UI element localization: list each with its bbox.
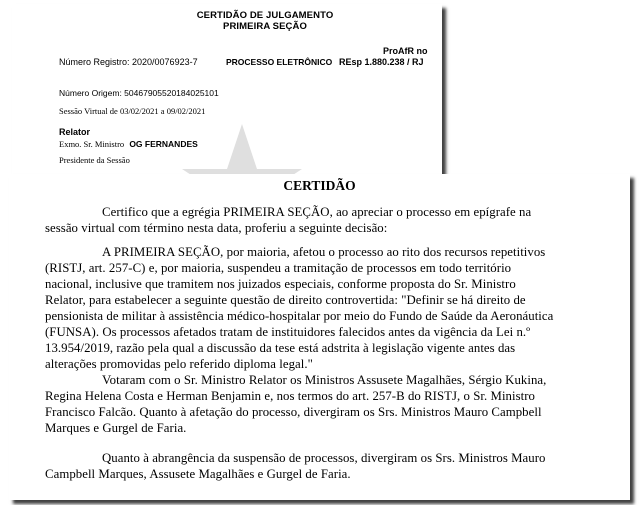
header-title-line1: CERTIDÃO DE JULGAMENTO [196,10,334,21]
text-line: Relator, para estabelecer a seguinte questão de direito controvertida: "Definir se há direito de [45,293,526,307]
relator-name: OG FERNANDES [129,139,198,149]
relator-prefix: Exmo. Sr. Ministro [59,139,125,149]
text-line: Campbell Marques, Assusete Magalhães e Gurgel de Faria. [45,467,351,481]
text-line: pensionista de militar à assistência médico-hospitalar por meio do Fundo de Saúde da Aeronáutica [45,309,554,323]
text-line: nacional, inclusive que tramitem nos juizados especiais, conforme proposta do Sr. Ministro [45,277,516,291]
text-line: (FUNSA). Os processos afetados tratam de instituidores falecidos antes da vigência da Lei n.º [45,325,531,339]
text-line: Certifico que a egrégia PRIMEIRA SEÇÃO, ao apreciar o processo em epígrafe na [102,205,532,219]
processo-eletronico: PROCESSO ELETRÔNICO [226,57,333,67]
relator-line [59,139,198,149]
resp-number: REsp 1.880.238 / RJ [339,57,424,67]
text-line: Francisco Falcão. Quanto à afetação do processo, divergiram os Srs. Ministros Mauro Campbell [45,405,542,419]
presidente-sessao: Presidente da Sessão [59,155,130,165]
julgamento-header-document [12,4,442,188]
certidao-title: CERTIDÃO [283,178,356,193]
text-line: A PRIMEIRA SEÇÃO, por maioria, afetou o processo ao rito dos recursos repetitivos [102,245,546,259]
text-line: Marques e Gurgel de Faria. [45,421,187,435]
sessao-virtual: Sessão Virtual de 03/02/2021 a 09/02/2021 [59,106,206,116]
numero-origem: Número Origem: 50467905520184025101 [59,88,219,98]
header-title-line2: PRIMEIRA SEÇÃO [223,21,307,32]
text-line: Votaram com o Sr. Ministro Relator os Ministros Assusete Magalhães, Sérgio Kukina, [102,373,547,387]
text-line: alterações promovidas pelo referido diploma legal." [45,357,313,371]
relator-label: Relator [59,127,91,137]
numero-registro: Número Registro: 2020/0076923-7 [59,57,198,67]
text-line: Quanto à abrangência da suspensão de processos, divergiram os Srs. Ministros Mauro [102,451,546,465]
certidao-document [9,174,630,500]
proafr-label: ProAfR no [383,46,428,56]
text-line: sessão virtual com término nesta data, proferiu a seguinte decisão: [45,221,388,235]
text-line: Regina Helena Costa e Herman Benjamin e, nos termos do art. 257-B do RISTJ, o Sr. Ministro [45,389,535,403]
text-line: 13.954/2019, razão pela qual a discussão da tese está adstrita à legislação vigente antes das [45,341,516,355]
text-line: (RISTJ, art. 257-C) e, por maioria, suspendeu a tramitação de processos em todo território [45,261,512,275]
